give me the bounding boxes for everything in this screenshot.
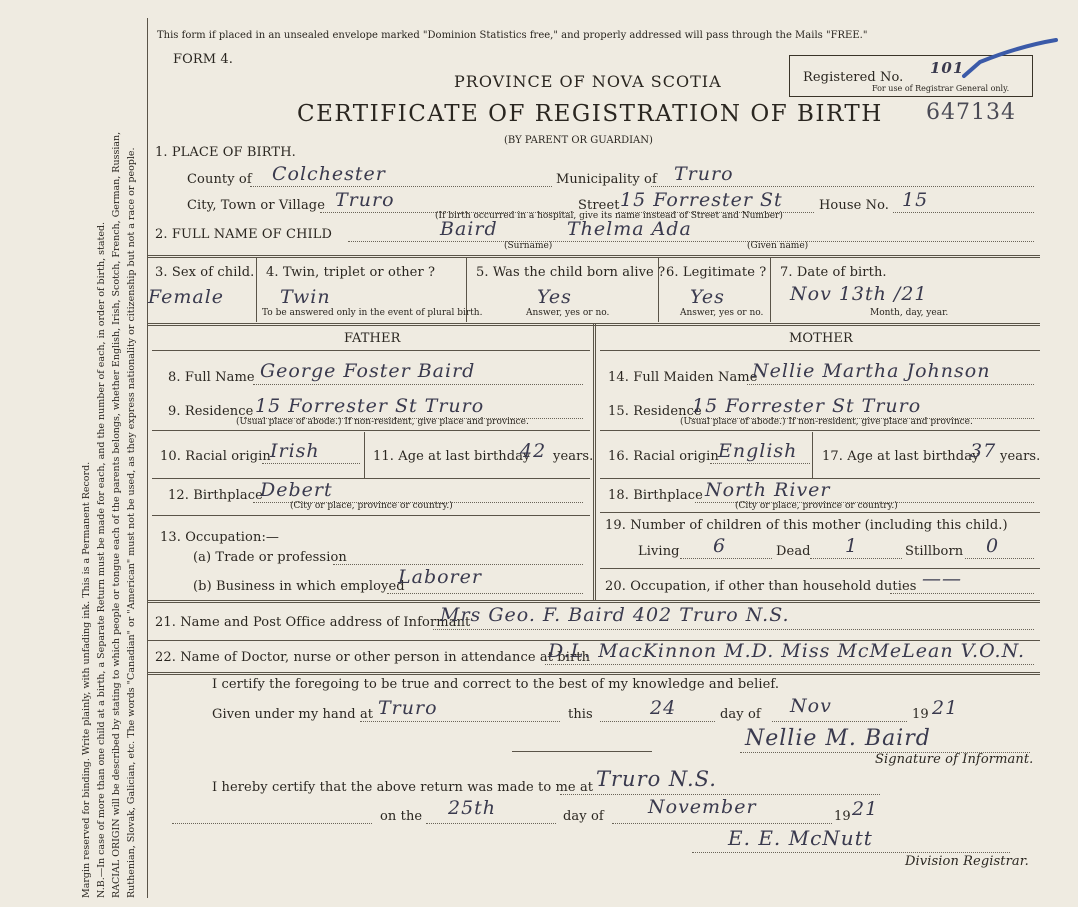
twin-value: Twin xyxy=(280,286,331,308)
certificate-title: CERTIFICATE OF REGISTRATION OF BIRTH xyxy=(297,101,883,127)
mother-race-label: 16. Racial origin xyxy=(608,449,719,464)
given-under-label: Given under my hand at xyxy=(212,707,374,722)
legitimate-caption: Answer, yes or no. xyxy=(680,308,764,318)
registrar-dayof-label: day of xyxy=(563,809,604,824)
mother-birthplace-note: (City or place, province or country.) xyxy=(735,501,898,511)
mother-name: Nellie Martha Johnson xyxy=(752,360,991,382)
father-heading: FATHER xyxy=(344,331,401,346)
dob-value: Nov 13th /21 xyxy=(790,283,928,305)
county-value: Colchester xyxy=(272,163,386,185)
legitimate-value: Yes xyxy=(690,286,725,308)
mother-age-label: 17. Age at last birthday xyxy=(822,449,980,464)
mother-age: 37 xyxy=(970,440,997,462)
informant-signature-caption: Signature of Informant. xyxy=(875,752,1034,767)
father-race: Irish xyxy=(270,440,320,462)
certificate-subtitle: (BY PARENT OR GUARDIAN) xyxy=(504,135,653,146)
children-count-label: 19. Number of children of this mother (including this child.) xyxy=(605,518,1008,533)
mother-name-label: 14. Full Maiden Name xyxy=(608,370,758,385)
mother-occupation-label: 20. Occupation, if other than household duties xyxy=(605,579,917,594)
legitimate-label: 6. Legitimate ? xyxy=(666,265,767,280)
father-business: Laborer xyxy=(398,566,482,588)
father-age-label: 11. Age at last birthday xyxy=(373,449,531,464)
father-name: George Foster Baird xyxy=(260,360,476,382)
this-label: this xyxy=(568,707,593,722)
dead-label: Dead xyxy=(776,544,811,559)
mother-birthplace: North River xyxy=(705,479,831,501)
given-day: 24 xyxy=(650,697,677,719)
informant-value: Mrs Geo. F. Baird 402 Truro N.S. xyxy=(440,604,790,626)
house-value: 15 xyxy=(902,189,929,211)
dead-count: 1 xyxy=(845,535,859,557)
father-birthplace: Debert xyxy=(260,479,333,501)
margin-rule xyxy=(147,18,148,898)
doctor-value: D.L. MacKinnon M.D. Miss McMeLean V.O.N. xyxy=(548,640,1026,662)
father-residence-note: (Usual place of abode.) If non-resident, give place and province. xyxy=(236,417,529,427)
mother-residence: 15 Forrester St Truro xyxy=(692,395,922,417)
given-year: 21 xyxy=(932,697,959,719)
informant-signature: Nellie M. Baird xyxy=(745,726,931,751)
registered-number: 101 xyxy=(930,59,965,77)
alive-value: Yes xyxy=(537,286,572,308)
father-occupation-label: 13. Occupation:— xyxy=(160,530,280,545)
sex-value: Female xyxy=(148,286,225,308)
given-place: Truro xyxy=(378,697,438,719)
sex-label: 3. Sex of child. xyxy=(155,265,255,280)
given-name-caption: (Given name) xyxy=(747,241,809,251)
mother-heading: MOTHER xyxy=(789,331,853,346)
check-mark-icon xyxy=(960,36,1060,80)
stillborn-count: 0 xyxy=(986,535,1000,557)
place-of-birth-heading: 1. PLACE OF BIRTH. xyxy=(155,145,296,160)
father-residence-label: 9. Residence xyxy=(168,404,254,419)
given-dayof-label: day of xyxy=(720,707,761,722)
hospital-note: (If birth occurred in a hospital, give its name instead of Street and Number) xyxy=(435,211,783,221)
province-heading: PROVINCE OF NOVA SCOTIA xyxy=(454,72,722,91)
twin-note: To be answered only in the event of plural birth. xyxy=(262,308,483,318)
form-number: FORM 4. xyxy=(173,52,234,67)
registrar-place: Truro N.S. xyxy=(596,767,717,791)
margin-line-2: N.B.—In case of more than one child at a birth, a Separate Return must be made for each, and the number of each, in order of birth, stated. xyxy=(96,221,107,898)
city-label: City, Town or Village xyxy=(187,198,326,213)
living-count: 6 xyxy=(713,535,727,557)
informant-label: 21. Name and Post Office address of Informant xyxy=(155,615,471,630)
registrar-month: November xyxy=(648,796,757,818)
given-year-prefix: 19 xyxy=(912,707,929,722)
surname-caption: (Surname) xyxy=(504,241,553,251)
father-name-label: 8. Full Name xyxy=(168,370,255,385)
mother-occupation: —— xyxy=(922,568,962,590)
street-label: Street xyxy=(578,198,620,213)
twin-label: 4. Twin, triplet or other ? xyxy=(266,265,436,280)
father-residence: 15 Forrester St Truro xyxy=(255,395,485,417)
city-value: Truro xyxy=(335,189,395,211)
margin-line-3: RACIAL ORIGIN will be described by stating to which people or tongue each of the parents belongs, whether English, Irish, Scotch, French, German, Russian, xyxy=(111,131,122,898)
father-birthplace-note: (City or place, province or country.) xyxy=(290,501,453,511)
father-years-label: years. xyxy=(553,449,594,464)
registrar-year: 21 xyxy=(852,798,879,820)
registrar-day: 25th xyxy=(448,797,497,819)
mother-residence-note: (Usual place of abode.) If non-resident, give place and province. xyxy=(680,417,973,427)
municipality-value: Truro xyxy=(674,163,734,185)
child-surname: Baird xyxy=(440,218,498,240)
mother-birthplace-label: 18. Birthplace xyxy=(608,488,703,503)
municipality-label: Municipality of xyxy=(556,172,657,187)
registrar-statement: I hereby certify that the above return was made to me at xyxy=(212,780,594,795)
alive-caption: Answer, yes or no. xyxy=(526,308,610,318)
margin-line-4: Ruthenian, Slovak, Galician, etc. The words "Canadian" or "American" must not be used, as they express nationality or citizenship but not a race or people. xyxy=(126,147,137,898)
certify-statement: I certify the foregoing to be true and correct to the best of my knowledge and belief. xyxy=(212,677,780,692)
street-value: 15 Forrester St xyxy=(620,189,783,211)
living-label: Living xyxy=(638,544,680,559)
mother-race: English xyxy=(718,440,798,462)
registrar-signature: E. E. McNutt xyxy=(728,826,873,850)
father-birthplace-label: 12. Birthplace xyxy=(168,488,263,503)
given-month: Nov xyxy=(790,695,832,717)
dob-caption: Month, day, year. xyxy=(870,308,949,318)
child-name-label: 2. FULL NAME OF CHILD xyxy=(155,227,332,242)
stillborn-label: Stillborn xyxy=(905,544,964,559)
margin-notes xyxy=(79,132,139,898)
registrar-note: For use of Registrar General only. xyxy=(872,84,1010,93)
on-the-label: on the xyxy=(380,809,423,824)
county-label: County of xyxy=(187,172,252,187)
trade-label: (a) Trade or profession xyxy=(193,550,347,565)
registrar-year-prefix: 19 xyxy=(834,809,851,824)
business-label: (b) Business in which employed xyxy=(193,579,405,594)
father-race-label: 10. Racial origin xyxy=(160,449,271,464)
registered-label: Registered No. xyxy=(803,70,904,85)
stamp-number: 647134 xyxy=(926,100,1016,125)
alive-label: 5. Was the child born alive ? xyxy=(476,265,666,280)
doctor-label: 22. Name of Doctor, nurse or other person in attendance at birth xyxy=(155,650,591,665)
registrar-caption: Division Registrar. xyxy=(905,854,1029,869)
mother-years-label: years. xyxy=(1000,449,1041,464)
father-age: 42 xyxy=(520,440,547,462)
mother-residence-label: 15. Residence xyxy=(608,404,702,419)
postal-note: This form if placed in an unsealed envelope marked "Dominion Statistics free," and properly addressed will pass through the Mails "FREE." xyxy=(157,30,868,41)
child-given-name: Thelma Ada xyxy=(567,218,692,240)
margin-line-1: Margin reserved for binding. Write plainly, with unfading ink. This is a Permanent Record. xyxy=(81,461,92,898)
dob-label: 7. Date of birth. xyxy=(780,265,887,280)
house-label: House No. xyxy=(819,198,890,213)
